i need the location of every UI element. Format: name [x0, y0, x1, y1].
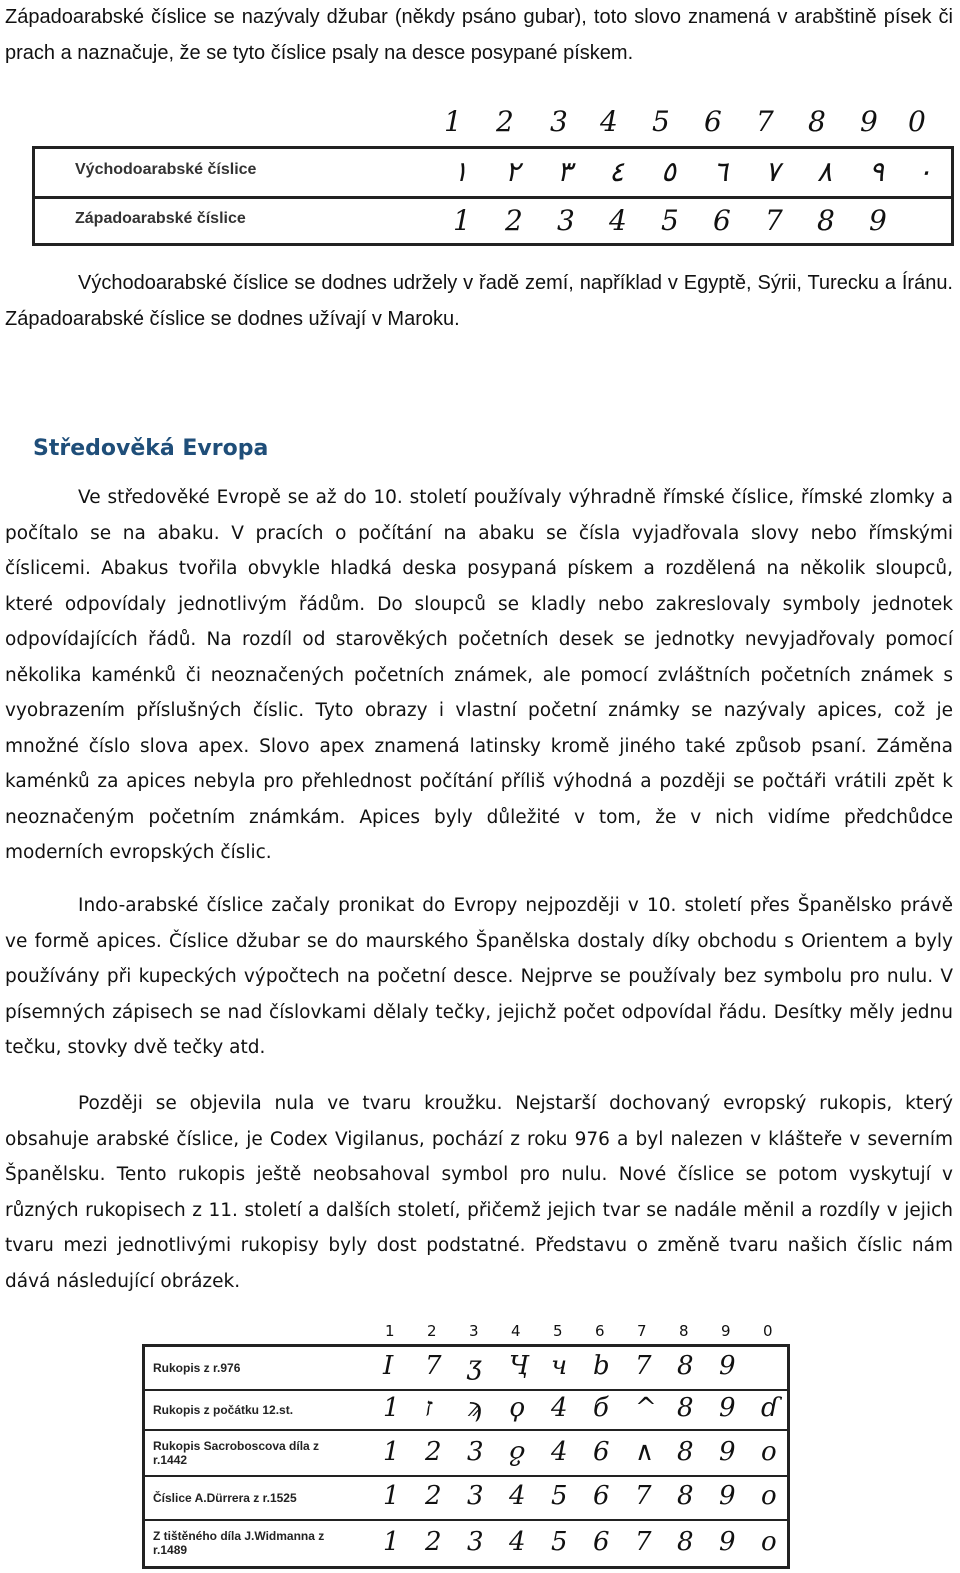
glyph: 9 [719, 1481, 736, 1511]
glyph: ז [425, 1393, 433, 1423]
glyph: 8 [817, 204, 835, 237]
t1-num: 2 [496, 105, 514, 138]
glyph: 1 [383, 1437, 400, 1467]
glyph: 7 [425, 1351, 442, 1381]
glyph: 5 [661, 204, 679, 237]
glyph: 7 [635, 1351, 652, 1381]
table-row-1442 [145, 1431, 787, 1477]
arabic-numerals-table [32, 146, 954, 246]
t1-num: 8 [808, 105, 826, 138]
glyph: ٢ [505, 155, 521, 188]
glyph: 8 [677, 1481, 694, 1511]
glyph: 7 [765, 204, 783, 237]
glyph: 3 [467, 1481, 484, 1511]
glyph: ٧ [765, 155, 781, 188]
t2-num: 3 [469, 1322, 479, 1340]
glyph: Ҷ [509, 1351, 529, 1381]
row-label: Východoarabské číslice [75, 161, 257, 178]
table-row-1489 [145, 1521, 787, 1566]
table-row-1525 [145, 1477, 787, 1521]
glyph: 8 [677, 1393, 694, 1423]
glyph: 4 [509, 1481, 526, 1511]
glyph: 7 [635, 1481, 652, 1511]
glyph: ∧ [635, 1437, 655, 1467]
glyph: ٠ [917, 155, 933, 188]
section-heading: Středověká Evropa [33, 436, 269, 462]
glyph: ჹ [509, 1437, 526, 1467]
glyph: ٣ [557, 155, 573, 188]
glyph: 4 [551, 1393, 568, 1423]
t2-num: 5 [553, 1322, 563, 1340]
table-row-east-arabic [35, 149, 951, 199]
table-row-976 [145, 1347, 787, 1391]
t1-num: 4 [600, 105, 618, 138]
glyph: 7 [635, 1527, 652, 1557]
paragraph-dzubar: Západoarabské číslice se nazývaly džubar (někdy psáno gubar), toto slovo znamená v arabštině písek či prach a naznačuje, že se tyto číslice psaly na desce posypané pískem. [5, 6, 953, 64]
glyph: 3 [467, 1527, 484, 1557]
glyph: 3 [467, 1437, 484, 1467]
paragraph-east-arabic: Východoarabské číslice se dodnes udržely v řadě zemí, například v Egyptě, Sýrii, Turecku a Íránu. Západoarabské číslice se dodnes užívají v Maroku. [5, 272, 953, 330]
glyph: ١ [453, 155, 469, 188]
glyph: 4 [551, 1437, 568, 1467]
glyph: 8 [677, 1527, 694, 1557]
t2-num: 9 [721, 1322, 731, 1340]
row-label: Rukopis z r.976 [153, 1361, 241, 1375]
glyph: 9 [719, 1527, 736, 1557]
t1-num: 3 [550, 105, 568, 138]
glyph: ʒ [467, 1351, 482, 1381]
glyph: 1 [383, 1393, 400, 1423]
t2-num: 4 [511, 1322, 521, 1340]
glyph: b [593, 1351, 610, 1381]
glyph: 4 [509, 1527, 526, 1557]
glyph: 3 [557, 204, 575, 237]
t1-num: 0 [908, 105, 926, 138]
t2-num: 8 [679, 1322, 689, 1340]
glyph: ٥ [661, 155, 677, 188]
table-row-12th-century [145, 1391, 787, 1431]
glyph: 5 [551, 1481, 568, 1511]
glyph: ϙ [509, 1393, 525, 1423]
paragraph-zero: Později se objevila nula ve tvaru kroužku. Nejstarší dochovaný evropský rukopis, který obsahuje arabské číslice, je Codex Vigilanus, pochází z roku 976 a byl nalezen v klášteře v severním Španělsku. Tento rukopis ještě neobsahoval symbol pro nulu. Nové číslice se potom vyskytují v různých rukopisech z 11. století a dalších století, přičemž jejich tvar se nadále měnil a rozdíly v jejich tvaru mezi jednotlivými rukopisy byly dost podstatné. Představu o změně tvaru našich číslic nám dává následující obrázek. [5, 1093, 953, 1292]
glyph: 1 [383, 1527, 400, 1557]
t1-num: 1 [444, 105, 462, 138]
t1-num: 9 [860, 105, 878, 138]
t1-num: 5 [652, 105, 670, 138]
glyph: 8 [677, 1437, 694, 1467]
glyph: ٩ [869, 155, 885, 188]
row-label: Západoarabské číslice [75, 210, 246, 227]
t2-num: 7 [637, 1322, 647, 1340]
glyph: 9 [719, 1437, 736, 1467]
t2-num: 2 [427, 1322, 437, 1340]
t2-num: 6 [595, 1322, 605, 1340]
glyph: 4 [609, 204, 627, 237]
glyph: ٦ [713, 155, 729, 188]
t2-num: 0 [763, 1322, 773, 1340]
glyph: 9 [719, 1351, 736, 1381]
glyph: 9 [869, 204, 887, 237]
glyph: 6 [593, 1437, 610, 1467]
row-label: Rukopis Sacroboscova díla z r.1442 [153, 1439, 320, 1467]
paragraph-indo-arabic: Indo-arabské číslice začaly pronikat do Evropy nejpozději v 10. století přes Španělsko právě ve formě apices. Číslice džubar se do maurského Španělska dostaly díky obchodu s Orientem a byly používány při kupeckých výpočtech na početní desce. Nejprve se používaly bez symbolu pro nulu. V písemných zápisech se nad číslovkami dělaly tečky, jejichž počet odpovídal řádu. Desítky měly jednu tečku, stovky dvě tečky atd. [5, 895, 953, 1058]
glyph: ^ [635, 1393, 657, 1423]
table1-number-header [430, 105, 960, 143]
glyph: 6 [593, 1481, 610, 1511]
glyph: 1 [453, 204, 471, 237]
glyph: ٨ [817, 155, 833, 188]
glyph: 2 [425, 1437, 442, 1467]
table-row-west-arabic [35, 198, 951, 245]
glyph: 2 [505, 204, 523, 237]
glyph: o [761, 1437, 777, 1467]
t1-num: 7 [756, 105, 774, 138]
table2-number-header [370, 1322, 790, 1346]
t1-num: 6 [704, 105, 722, 138]
row-label: Z tištěného díla J.Widmanna z r.1489 [153, 1529, 325, 1557]
glyph: 8 [677, 1351, 694, 1381]
glyph: ٤ [609, 155, 625, 188]
paragraph-medieval-europe: Ve středověké Evropě se až do 10. století používaly výhradně římské číslice, římské zlomky a počítalo se na abaku. V pracích o počítání na abaku se čísla vyjadřovala slovy nebo římskými číslicemi. Abakus tvořila obvykle hladká deska posypaná pískem a rozdělená na několik sloupců, které odpovídaly jednotlivým řádům. Do sloupců se kladly nebo zakreslovaly symboly jednotek odpovídajících řádů. Na rozdíl od starověkých početních desek se jednotky nevyjadřovaly pomocí několika kaménků či neoznačených početních známek, ale pomocí zvláštních početních známek s vyobrazením příslušných číslic. Tyto obrazy i vlastní početní známky se nazývaly apices, což je množné číslo slova apex. Slovo apex znamená latinsky kromě jiného také způsob psaní. Záměna kaménků za apices nebyla pro přehlednost počítání příliš výhodná a později se počtáři vrátili zpět k neoznačeným početním známkám. Apices byly důležité v tom, že v nich vidíme předchůdce moderních evropských číslic. [5, 487, 953, 863]
numeral-evolution-table [142, 1344, 790, 1569]
glyph: 1 [383, 1481, 400, 1511]
glyph: 6 [713, 204, 731, 237]
glyph: ɗ [761, 1393, 779, 1423]
glyph: б [593, 1393, 609, 1423]
row-label: Rukopis z počátku 12.st. [153, 1403, 294, 1417]
glyph: ч [551, 1351, 568, 1381]
row-label: Číslice A.Dürrera z r.1525 [153, 1491, 297, 1505]
glyph: 9 [719, 1393, 736, 1423]
glyph: 5 [551, 1527, 568, 1557]
glyph: 2 [425, 1527, 442, 1557]
glyph: I [383, 1351, 394, 1381]
t2-num: 1 [385, 1322, 395, 1340]
glyph: ϡ [467, 1393, 482, 1423]
glyph: o [761, 1527, 777, 1557]
glyph: 2 [425, 1481, 442, 1511]
glyph: 6 [593, 1527, 610, 1557]
glyph: o [761, 1481, 777, 1511]
